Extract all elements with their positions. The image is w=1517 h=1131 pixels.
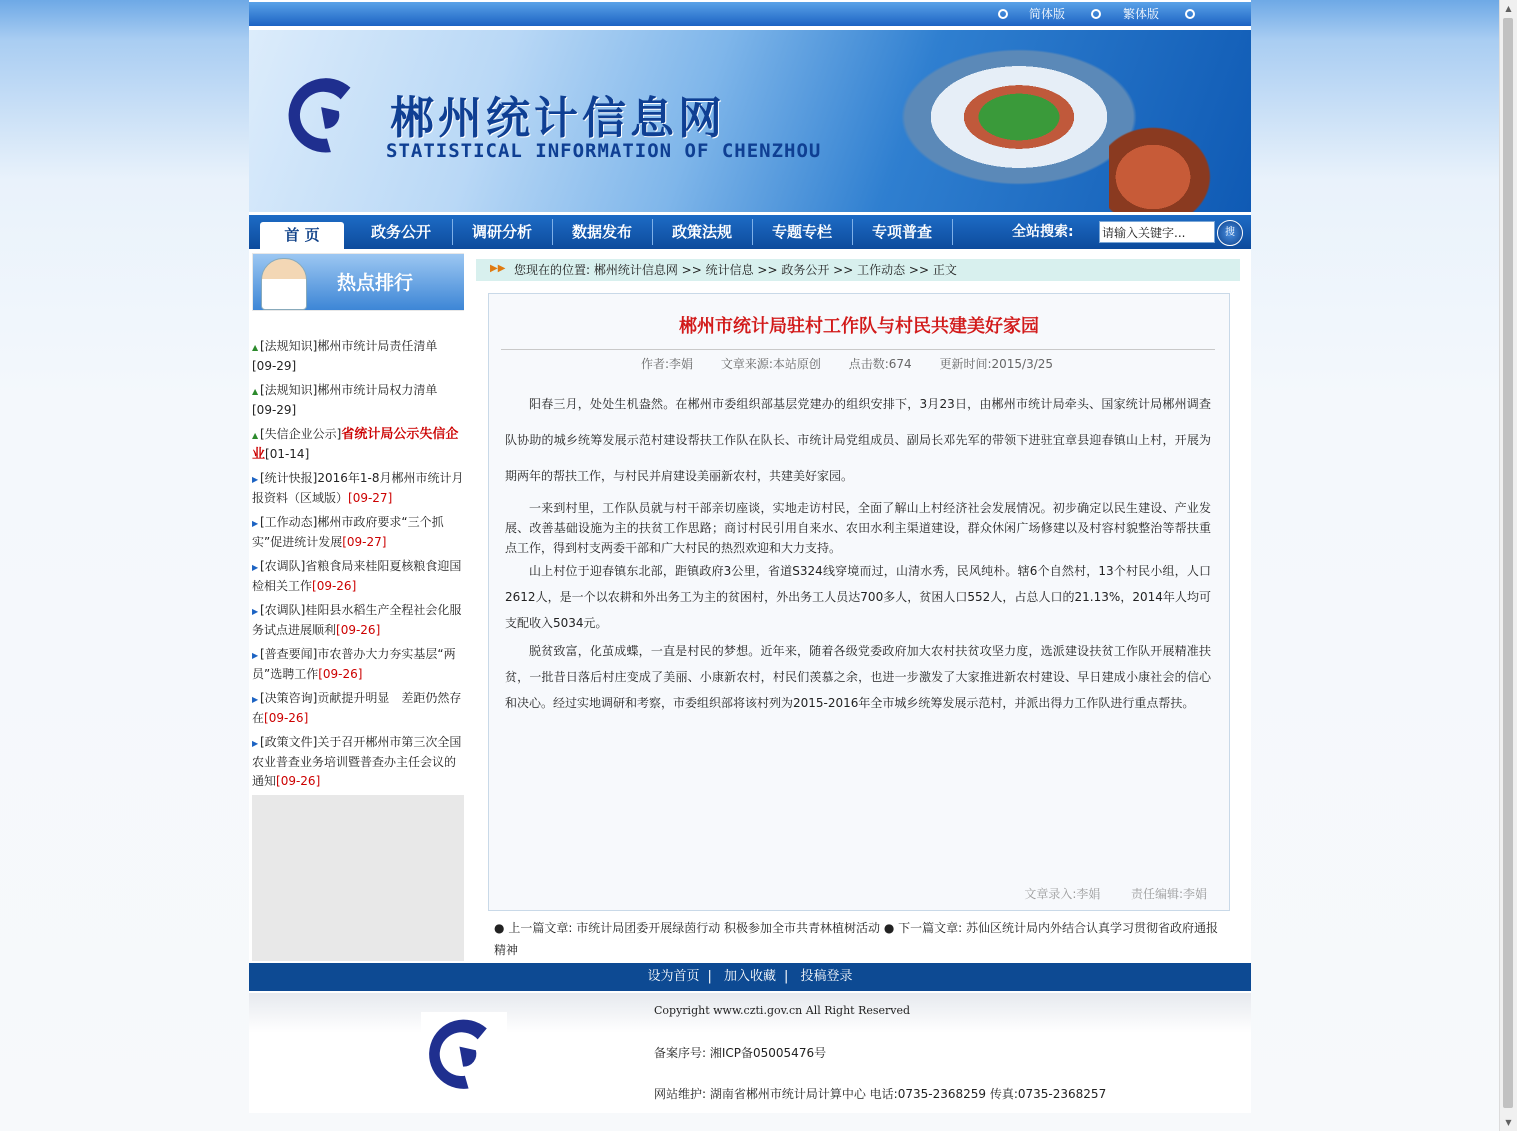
list-item[interactable]: ▲ [法规知识]郴州市统计局责任清单 [09-29]: [252, 339, 438, 373]
footer-logo: [421, 1012, 507, 1094]
double-arrow-icon: ▶▶: [490, 263, 506, 274]
maintenance-info: 网站维护: 湖南省郴州市统计局计算中心 电话:0735-2368259 传真:0735-2368257: [654, 1087, 1107, 1101]
traditional-chinese-link[interactable]: 繁体版: [1123, 7, 1160, 21]
submit-login-link[interactable]: 投稿登录: [800, 969, 853, 984]
sidebar-header: [253, 254, 464, 310]
next-label: 下一篇文章:: [898, 921, 963, 935]
search-button[interactable]: 搜: [1217, 220, 1243, 246]
responsible-editor: 责任编辑:李娟: [1130, 887, 1207, 901]
nav-policy[interactable]: 政策法规: [671, 223, 732, 241]
triangle-icon: ▶: [252, 563, 259, 572]
entered-by: 文章录入:李娟: [1024, 887, 1101, 901]
next-article-link[interactable]: 苏仙区统计局内外结合认真学习贯彻省政府通报精神: [494, 921, 1219, 957]
triangle-icon: ▶: [252, 695, 259, 704]
set-homepage-link[interactable]: 设为首页: [647, 969, 700, 984]
nav-special-topics[interactable]: 专题专栏: [771, 223, 832, 241]
triangle-icon: ▶: [252, 519, 259, 528]
scroll-down-arrow-icon[interactable]: ▼: [1505, 1118, 1512, 1127]
site-title: 郴州统计信息网: [390, 94, 726, 143]
list-item[interactable]: ▶ [农调队]桂阳县水稻生产全程社会化服务试点进展顺利[09-26]: [252, 603, 462, 637]
nav-research[interactable]: 调研分析: [471, 223, 532, 241]
add-favorite-link[interactable]: 加入收藏: [723, 969, 776, 984]
article-panel: [488, 293, 1230, 911]
article-meta: [489, 355, 1229, 372]
main-nav: [249, 215, 1251, 249]
site-logo-icon: [282, 70, 370, 158]
article-clicks: 点击数:674: [848, 357, 912, 371]
nav-home[interactable]: 首 页: [260, 222, 344, 249]
sculpture-image: [1109, 120, 1219, 212]
site-subtitle: STATISTICAL INFORMATION OF CHENZHOU: [386, 140, 822, 162]
article-author: 作者:李娟: [640, 357, 693, 371]
triangle-icon: ▶: [252, 607, 259, 616]
article-footer: [1024, 885, 1207, 902]
simplified-chinese-link[interactable]: 简体版: [1029, 7, 1066, 21]
article-paragraph: 脱贫致富，化茧成蝶，一直是村民的梦想。近年来，随着各级党委政府加大农村扶贫攻坚力度，选派建设扶贫工作队开展精准扶贫，一批昔日落后村庄变成了美丽、小康新农村，村民们羡慕之余，也进一步激发了大家推进新农村建设、早日建成小康社会的信心和决心。经过实地调研和考察，市委组织部将该村列为2015-2016年全市城乡统筹发展示范村，并派出得力工作队进行重点帮扶。: [505, 644, 1211, 710]
triangle-icon: ▶: [252, 651, 259, 660]
article-paragraph: 山上村位于迎春镇东北部，距镇政府3公里，省道S324线穿境而过，山清水秀，民风纯朴。辖6个自然村，13个村民小组，人口2612人，是一个以农耕和外出务工为主的贫困村，外出务工人员达700多人，贫困人口552人，占总人口的21.13%，2014年人均可支配收入5034元。: [505, 564, 1211, 630]
list-item[interactable]: ▶ [统计快报]2016年1-8月郴州市统计月报资料（区域版）[09-27]: [252, 471, 464, 505]
article-paragraph: 一来到村里，工作队员就与村干部亲切座谈，实地走访村民，全面了解山上村经济社会发展情况。初步确定以民生建设、产业发展、改善基础设施为主的扶贫工作思路；商讨村民引用自来水、农田水利主渠道建设，群众休闲广场修建以及村容村貌整治等帮扶重点工作，得到村支两委干部和广大村民的热烈欢迎和大力支持。: [505, 501, 1211, 555]
list-item[interactable]: ▲ [失信企业公示]省统计局公示失信企业[01-14]: [252, 427, 459, 462]
page-container: [249, 0, 1251, 1113]
copyright: Copyright www.czti.gov.cn All Right Reserved: [654, 1004, 911, 1017]
site-logo-icon: [421, 1012, 507, 1094]
divider: [501, 349, 1215, 350]
site-banner: [249, 30, 1251, 212]
nav-census[interactable]: 专项普查: [871, 223, 932, 241]
bullet-icon: ●: [883, 921, 895, 935]
page-scrollbar[interactable]: [1499, 0, 1517, 1131]
prev-label: 上一篇文章:: [508, 921, 573, 935]
list-item[interactable]: ▶ [工作动态]郴州市政府要求“三个抓实”促进统计发展[09-27]: [252, 515, 444, 549]
icp-number: 备案序号: 湘ICP备05005476号: [654, 1046, 827, 1060]
top-bar: [249, 2, 1251, 26]
green-arrow-icon: ▲: [252, 431, 259, 440]
bullet-icon: [1185, 9, 1195, 19]
footer-link-bar: 设为首页 | 加入收藏 | 投稿登录: [249, 963, 1251, 991]
nav-government-affairs[interactable]: 政务公开: [370, 223, 431, 241]
person-icon: [261, 258, 307, 310]
site-footer: [249, 993, 1251, 1113]
hot-list: [252, 311, 464, 795]
article-body: [505, 386, 1211, 716]
green-arrow-icon: ▲: [252, 387, 259, 396]
bullet-icon: [1091, 9, 1101, 19]
list-item[interactable]: ▲ [法规知识]郴州市统计局权力清单 [09-29]: [252, 383, 438, 417]
nav-separator: [952, 219, 953, 245]
breadcrumb-text[interactable]: 您现在的位置: 郴州统计信息网 >> 统计信息 >> 政务公开 >> 工作动态 >> 正文: [514, 263, 957, 277]
prev-article-link[interactable]: 市统计局团委开展绿茵行动 积极参加全市共青林植树活动: [576, 921, 881, 935]
hot-ranking-sidebar: [252, 253, 464, 961]
bullet-icon: [998, 9, 1008, 19]
list-item[interactable]: ▶ [决策咨询]贡献提升明显 差距仍然存在[09-26]: [252, 691, 462, 725]
sidebar-title: 热点排行: [337, 272, 414, 294]
prev-next-links: [494, 917, 1222, 961]
article-updated: 更新时间:2015/3/25: [939, 357, 1054, 371]
article-source: 文章来源:本站原创: [720, 357, 821, 371]
green-arrow-icon: ▲: [252, 343, 259, 352]
list-item[interactable]: ▶ [政策文件]关于召开郴州市第三次全国农业普查业务培训暨普查办主任会议的通知[09-26]: [252, 735, 462, 788]
breadcrumb: [476, 259, 1240, 281]
triangle-icon: ▶: [252, 739, 259, 748]
nav-data-release[interactable]: 数据发布: [571, 223, 632, 241]
bullet-icon: ●: [494, 921, 505, 935]
list-item[interactable]: ▶ [普查要闻]市农普办大力夯实基层“两员”选聘工作[09-26]: [252, 647, 456, 681]
scroll-up-arrow-icon[interactable]: ▲: [1505, 4, 1512, 13]
search-label: 全站搜索:: [1012, 224, 1074, 240]
article-paragraph: 阳春三月，处处生机盎然。在郴州市委组织部基层党建办的组织安排下，3月23日，由郴州市统计局牵头、国家统计局郴州调查队协助的城乡统筹发展示范村建设帮扶工作队在队长、市统计局党组成员、副局长邓先军的带领下进驻宜章县迎春镇山上村，开展为期两年的帮扶工作，与村民并肩建设美丽新农村，共建美好家园。: [505, 397, 1211, 483]
triangle-icon: ▶: [252, 475, 259, 484]
scrollbar-thumb[interactable]: [1503, 18, 1513, 1108]
search-input[interactable]: [1099, 221, 1215, 243]
article-title: 郴州市统计局驻村工作队与村民共建美好家园: [679, 316, 1039, 337]
list-item[interactable]: ▶ [农调队]省粮食局来桂阳夏核粮食迎国检相关工作[09-26]: [252, 559, 462, 593]
